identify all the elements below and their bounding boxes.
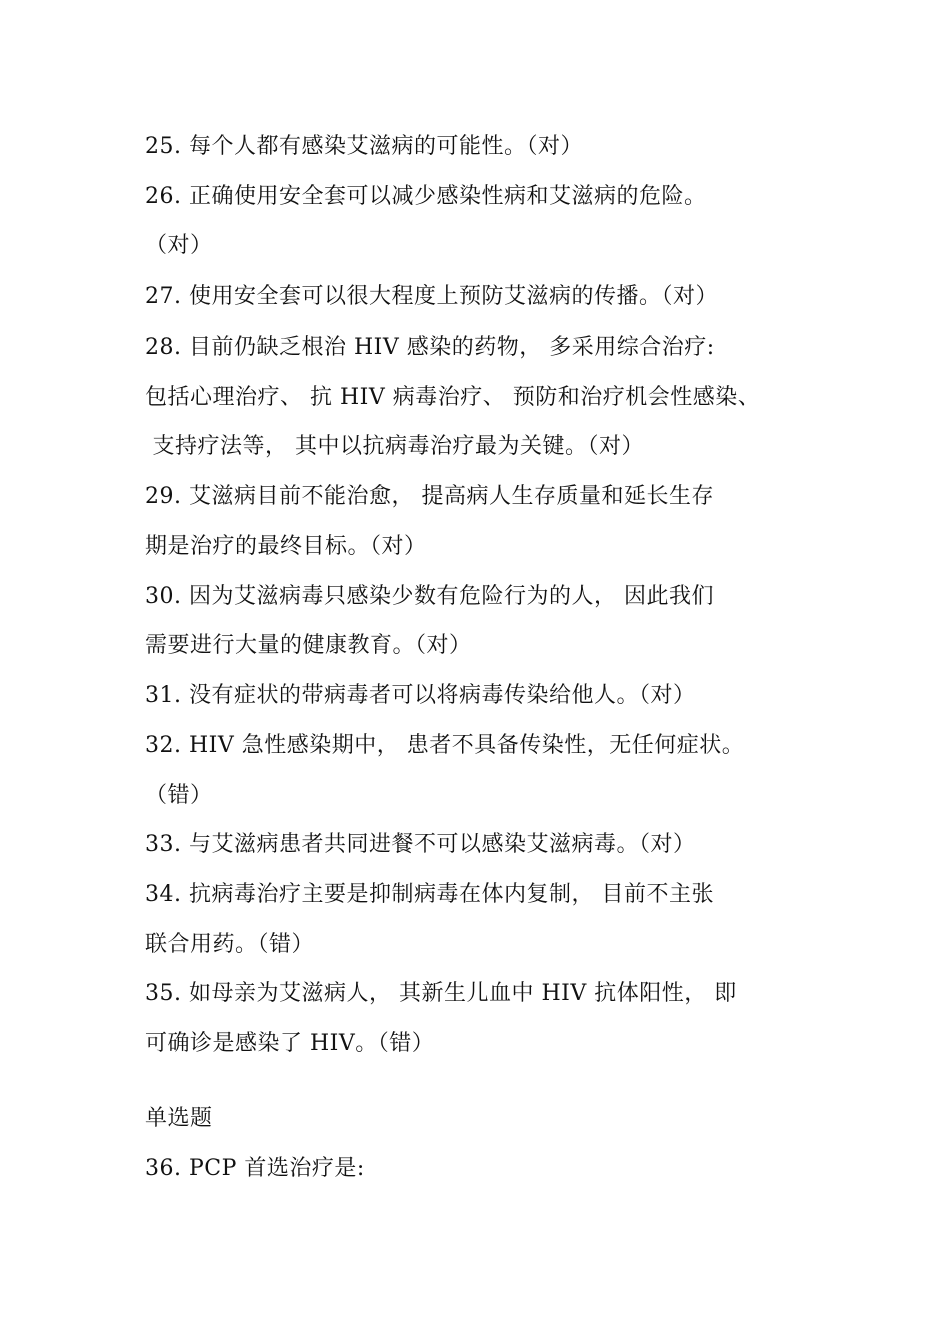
question-26: 26. 正确使用安全套可以减少感染性病和艾滋病的危险。	[145, 184, 707, 209]
question-30-answer: 需要进行大量的健康教育。（对）	[145, 633, 472, 658]
question-34: 34. 抗病毒治疗主要是抑制病毒在体内复制， 目前不主张	[145, 882, 714, 907]
question-32-answer: （错）	[145, 783, 213, 808]
question-27: 27. 使用安全套可以很大程度上预防艾滋病的传播。（对）	[145, 284, 718, 309]
section-heading: 单选题	[145, 1106, 213, 1131]
question-30: 30. 因为艾滋病毒只感染少数有危险行为的人， 因此我们	[145, 584, 714, 609]
question-32: 32. HIV 急性感染期中， 患者不具备传染性，无任何症状。	[145, 733, 745, 758]
question-36: 36. PCP 首选治疗是:	[145, 1156, 365, 1181]
question-34-answer: 联合用药。（错）	[145, 932, 315, 957]
question-35: 35. 如母亲为艾滋病人， 其新生儿血中 HIV 抗体阳性， 即	[145, 981, 737, 1006]
question-29: 29. 艾滋病目前不能治愈， 提高病人生存质量和延长生存	[145, 484, 714, 509]
question-31: 31. 没有症状的带病毒者可以将病毒传染给他人。（对）	[145, 683, 696, 708]
question-28-continued: 包括心理治疗、 抗 HIV 病毒治疗、 预防和治疗机会性感染、	[145, 385, 761, 410]
question-35-answer: 可确诊是感染了 HIV。（错）	[145, 1031, 435, 1056]
question-28-answer: 支持疗法等， 其中以抗病毒治疗最为关键。（对）	[145, 434, 644, 459]
question-33: 33. 与艾滋病患者共同进餐不可以感染艾滋病毒。（对）	[145, 832, 696, 857]
question-28: 28. 目前仍缺乏根治 HIV 感染的药物， 多采用综合治疗:	[145, 335, 715, 360]
question-29-answer: 期是治疗的最终目标。（对）	[145, 534, 427, 559]
question-26-answer: （对）	[145, 233, 213, 258]
question-25: 25. 每个人都有感染艾滋病的可能性。（对）	[145, 134, 583, 159]
